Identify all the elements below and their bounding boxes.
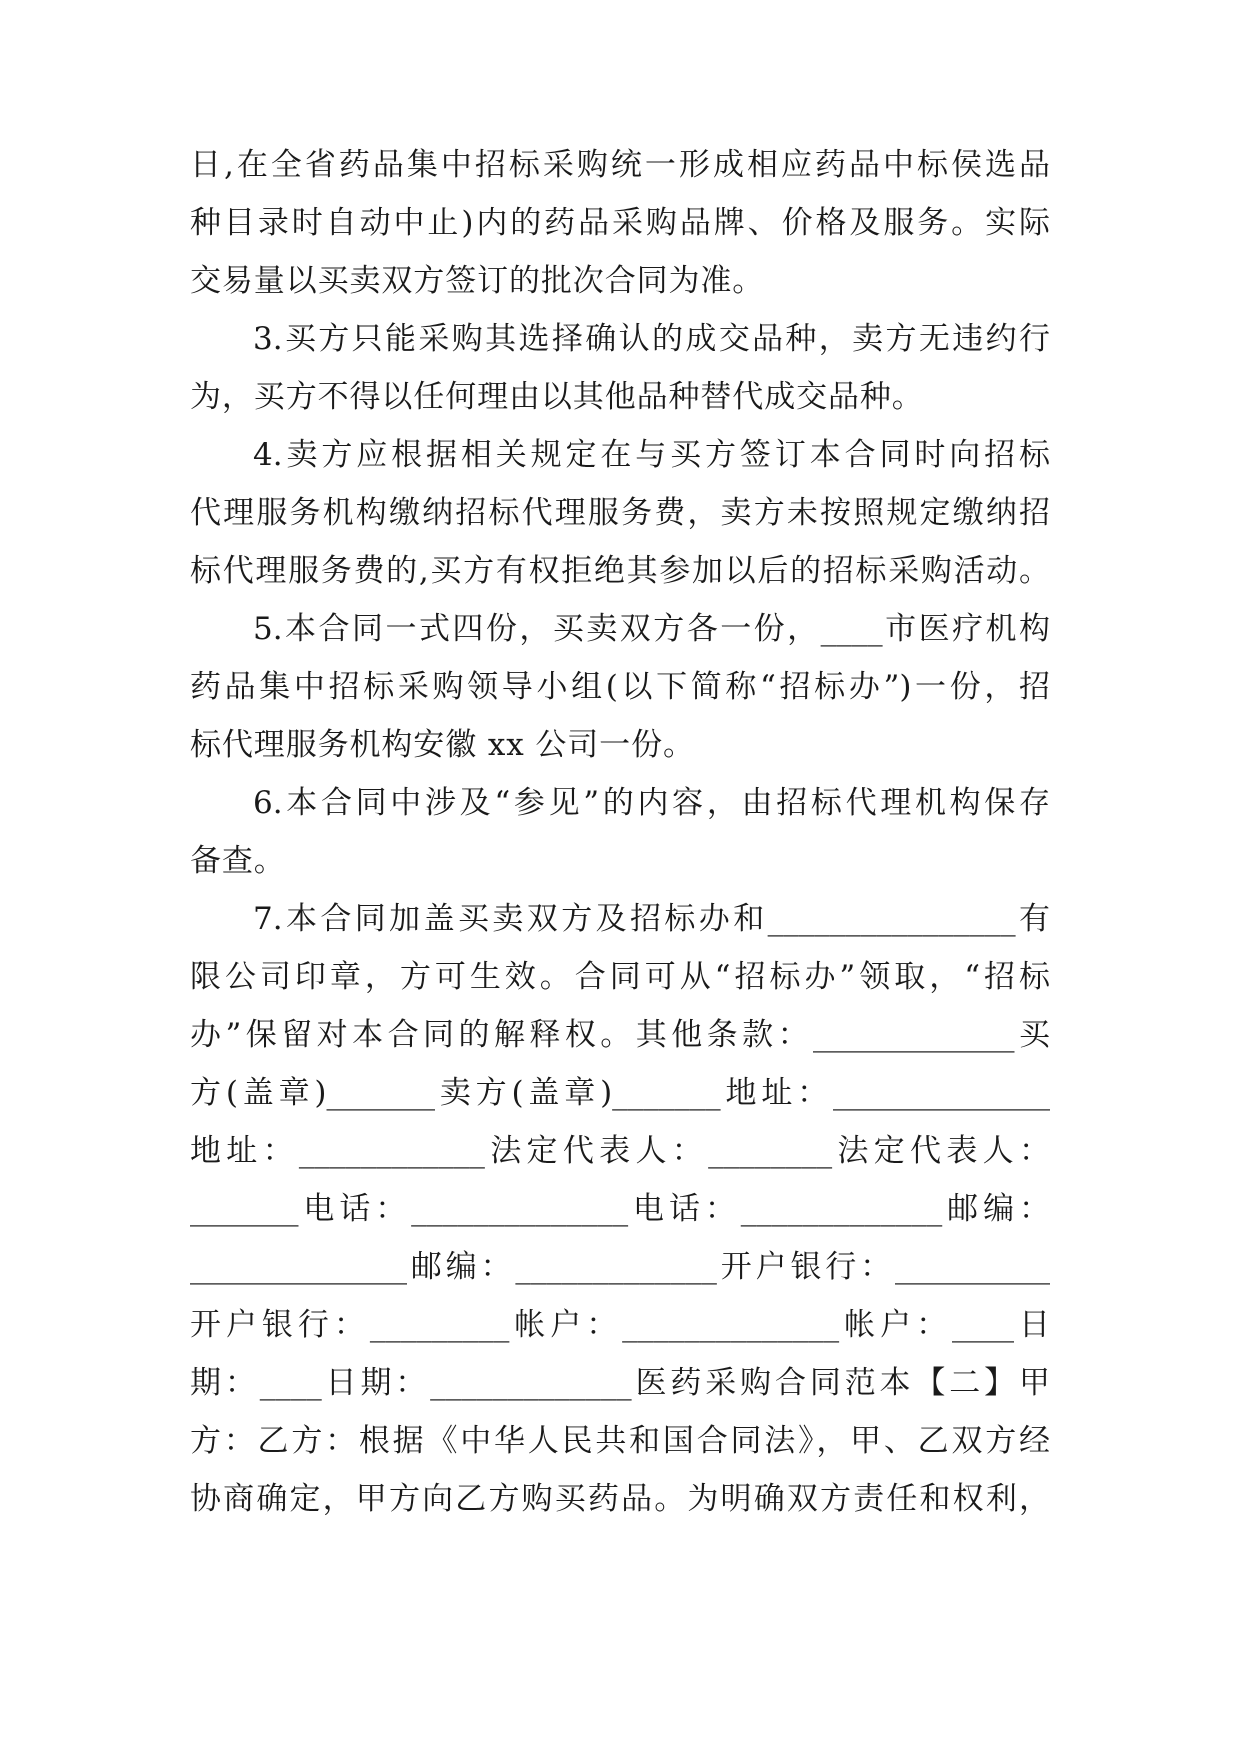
text-line: 标代理服务机构安徽 xx 公司一份。: [190, 727, 695, 763]
text-line: 5.本合同一式四份，买卖双方各一份，____市医疗机构: [253, 611, 1050, 647]
text-line: 7.本合同加盖买卖双方及招标办和________________有: [253, 901, 1050, 937]
text-line: 地址：____________法定代表人：________法定代表人：: [190, 1133, 1050, 1169]
text-line: 代理服务机构缴纳招标代理服务费，卖方未按照规定缴纳招: [190, 495, 1050, 531]
text-line: 期：____日期：_____________医药采购合同范本【二】甲: [190, 1365, 1050, 1401]
text-line: 限公司印章，方可生效。合同可从“招标办”领取，“招标: [190, 959, 1050, 995]
text-line: 3.买方只能采购其选择确认的成交品种，卖方无违约行: [253, 321, 1050, 357]
text-line: ______________邮编：_____________开户银行：__________: [190, 1249, 1050, 1285]
text-line: 方(盖章)_______卖方(盖章)_______地址：______________: [190, 1075, 1050, 1111]
text-line: 协商确定，甲方向乙方购买药品。为明确双方责任和权利，: [190, 1481, 1050, 1517]
text-line: 药品集中招标采购领导小组(以下简称“招标办”)一份，招: [190, 669, 1050, 705]
text-line: 办”保留对本合同的解释权。其他条款：_____________买: [190, 1017, 1050, 1053]
text-line: 开户银行：_________帐户：______________帐户：____日: [190, 1307, 1050, 1343]
text-line: 日,在全省药品集中招标采购统一形成相应药品中标侯选品: [190, 147, 1050, 183]
text-line: 为，买方不得以任何理由以其他品种替代成交品种。: [190, 379, 924, 415]
text-line: 6.本合同中涉及“参见”的内容，由招标代理机构保存: [253, 785, 1050, 821]
text-line: 备查。: [190, 843, 286, 879]
text-line: 4.卖方应根据相关规定在与买方签订本合同时向招标: [253, 437, 1050, 473]
text-line: _______电话：______________电话：_____________邮编：: [190, 1191, 1050, 1227]
text-line: 种目录时自动中止)内的药品采购品牌、价格及服务。实际: [190, 205, 1050, 241]
text-line: 方：乙方：根据《中华人民共和国合同法》，甲、乙双方经: [190, 1423, 1050, 1459]
text-line: 标代理服务费的,买方有权拒绝其参加以后的招标采购活动。: [190, 553, 1050, 589]
text-line: 交易量以买卖双方签订的批次合同为准。: [190, 263, 765, 299]
